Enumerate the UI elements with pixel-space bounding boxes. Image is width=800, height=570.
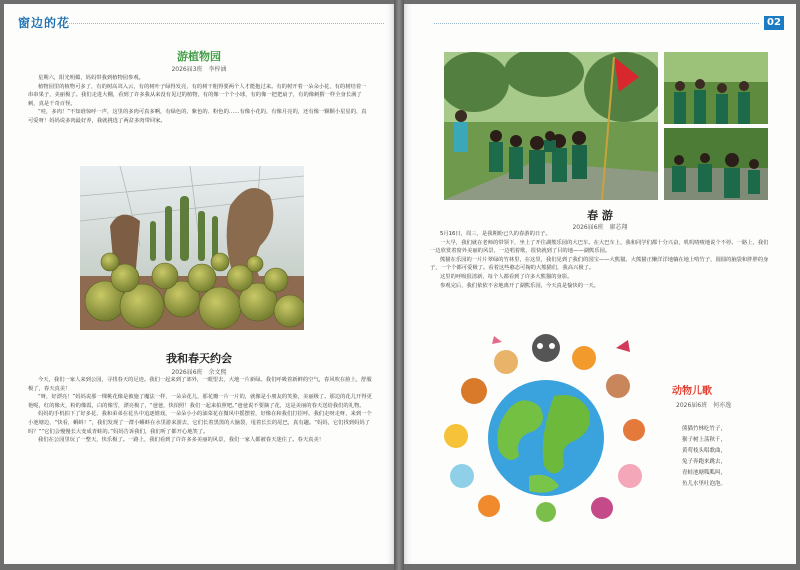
spring-outing-group-photo xyxy=(444,52,658,200)
paragraph: 星期六，阳光明媚，妈妈带我到植物园参观。 xyxy=(38,75,144,81)
poem-line: 猴子树上荡秋千， xyxy=(682,437,727,443)
poem-byline: 2026届6班 何亦逸 xyxy=(676,402,732,409)
header-divider xyxy=(64,23,384,24)
poem-body xyxy=(682,424,782,490)
article-body xyxy=(28,74,370,162)
paragraph: 一大早，我们就在老师的带领下，坐上了开往湖熊乐园的大巴车。在大巴车上，我和同学们都十分兴奋，叽叽喳喳地说个不停。一路上，我们一边欣赏着窗外美丽的风景，一边唱着歌，很快就到了目的地——湖熊乐园。 xyxy=(430,239,769,255)
poem-line: 鱼儿水里吐泡泡。 xyxy=(682,481,727,487)
paragraph: 植物园里的植物可多了，有的树高耸入云，有的树叶子绿得发亮，有的树干粗得要两个人才能抱过来。有的树开着一朵朵小花，有的树结着一串串果子，美丽极了。我们走进大棚，看到了许多我从来没有见过的植物，有的像一个个小球，有的像一把把扇子，有的像刺猬一样全身长满了刺，真是千奇百怪。 xyxy=(28,83,367,107)
article-title-spring-outing: 春 游 xyxy=(587,209,613,222)
paragraph: 今天，我们一家人来到公园，寻找春天的足迹。我们一起来到了郊外，一眼望去，大地一片新绿。我们呼吸着新鲜的空气，春风吹在脸上，舒服极了，春天真美！ xyxy=(28,377,372,392)
article-byline: 2026届3班 李梓涵 xyxy=(171,66,227,73)
paragraph: 熊猫在乐园的一片片翠绿的竹林里，在这里，我们见到了我们的国宝——大熊猫。大熊猫正懒洋洋地躺在地上啃竹子，圆圆的脑袋和胖胖的身子，一个个都可爱极了。看着这些憨态可掬的大熊猫们，我高兴极了。 xyxy=(430,256,769,272)
children-bench-photo xyxy=(664,128,768,200)
children-waving-photo xyxy=(664,52,768,124)
paragraph: 我们在公园里玩了一整天，快乐极了。一路上，我们看到了许许多多美丽的风景，我们一家人都被春天迷住了。春天真美！ xyxy=(38,437,325,444)
article-title-spring-date: 我和春天约会 xyxy=(166,352,232,365)
article-byline: 2026届6班 余文熙 xyxy=(171,369,227,376)
earth-animals-illustration xyxy=(434,326,659,524)
article-body xyxy=(430,230,770,304)
poem-line: 兔子奔跑来跳去， xyxy=(682,459,727,465)
page-gutter xyxy=(394,0,404,570)
paragraph: 妈妈的手机拍下了好多花，我和弟弟在花丛中追逐嬉戏，一朵朵小小的油菜花在微风中摇摆着，好像在和我们打招呼。我们走呀走呀，来到一个小池塘边，“快看，蝌蚪！”，我们发现了一群小蝌蚪在水里游来游去，它们长着黑黑的大脑袋，甩着长长的尾巴，真有趣。“妈妈，它们找到妈妈了吗？”“它们会慢慢长大变成青蛙的。”妈妈告诉我们，我们听了都开心地笑了。 xyxy=(28,411,372,435)
article-byline: 2026届6班 廖芯翔 xyxy=(572,224,628,231)
paragraph: “呀，好漂亮！”妈妈说那一棵桃花像是被施了魔法一样，一朵朵花儿，那花瓣一片一片的，就像是小朋友的笑脸，美丽极了。那边的花儿开得更艳呢，红的像火，粉的像霞，白的像雪，漂亮极了，“爸爸，快拍照！我们一起来拍照吧。”爸爸说不要摘了花，这是美丽的春天送给我们的礼物。 xyxy=(28,394,372,409)
right-page xyxy=(404,4,796,564)
left-page xyxy=(4,4,394,564)
paragraph: 5月16日，周三，是我期盼已久的春游的日子。 xyxy=(440,231,551,237)
article-title-botanical-garden: 游植物园 xyxy=(177,50,221,63)
poem-line: 青蛙池塘呱呱叫， xyxy=(682,470,727,476)
paragraph: 参观完后，我们依依不舍地离开了湖熊乐园，今天真是愉快的一天。 xyxy=(440,282,599,289)
cactus-greenhouse-photo xyxy=(80,166,304,330)
header-divider xyxy=(434,23,759,24)
poem-title: 动物儿歌 xyxy=(672,386,712,397)
page-number-badge: 02 xyxy=(764,16,784,30)
paragraph: “哇，多肉！”不知谁惊呼一声，这里的多肉可真多啊，有绿色的、紫色的、粉色的……有像小花的，有像月亮的，还有像一颗颗小星星的，真可爱呀！妈妈说多肉最好养，我就挑选了两盆多肉带回家。 xyxy=(28,109,367,124)
header-brand: 窗边的花 xyxy=(18,16,71,30)
article-body xyxy=(28,376,374,526)
poem-line: 黄莺枝头唱歌曲， xyxy=(682,448,727,454)
paragraph: 这里的呼吸很清新，每个人都看到了许多大熊猫的身影。 xyxy=(440,273,573,280)
poem-line: 熊猫竹林吃竹子， xyxy=(682,426,727,432)
